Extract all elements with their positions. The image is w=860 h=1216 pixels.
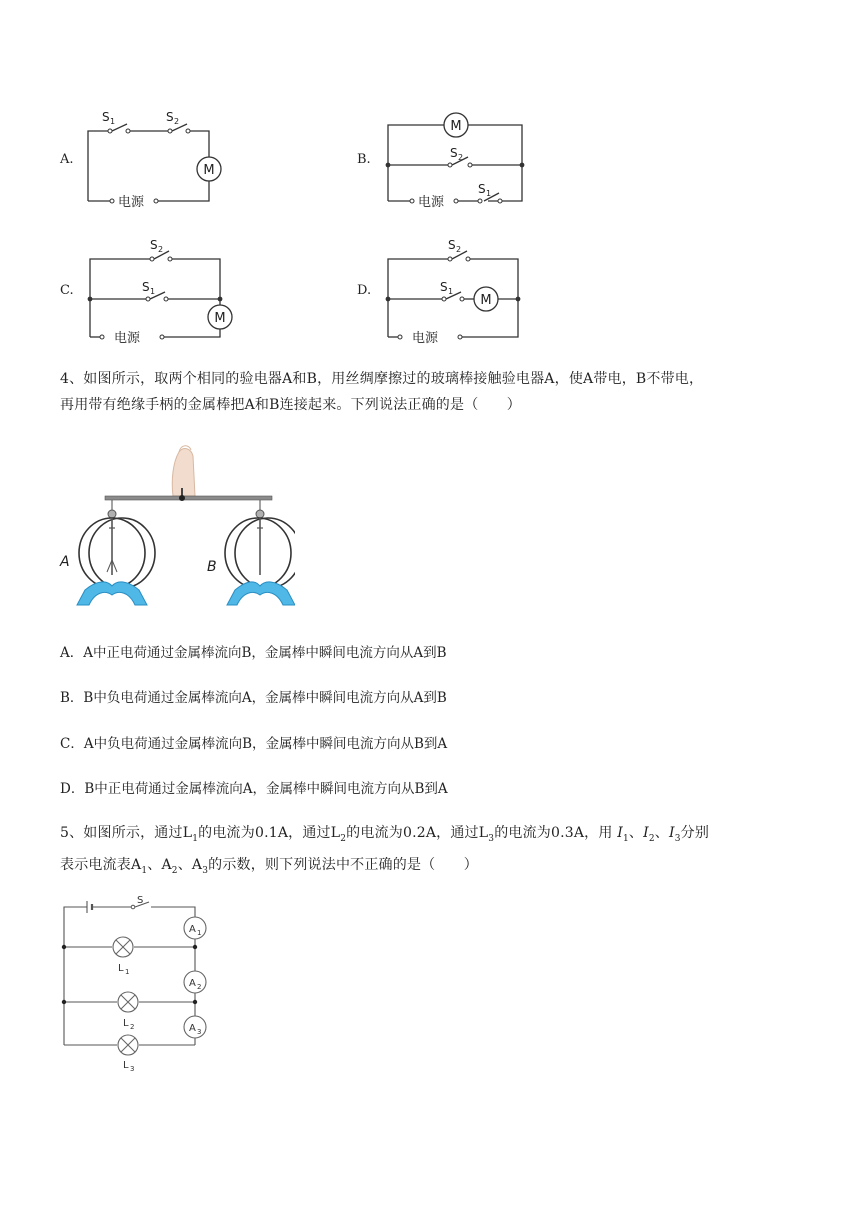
switch-s1-label: S <box>102 110 110 124</box>
circuit-diagram-c <box>80 235 260 350</box>
option-a-label: A. <box>60 152 74 167</box>
svg-text:1: 1 <box>110 117 116 126</box>
svg-text:1: 1 <box>197 929 202 937</box>
svg-text:1: 1 <box>448 287 454 296</box>
q4-choice-c[interactable]: C．A中负电荷通过金属棒流向B，金属棒中瞬间电流方向从B到A <box>60 736 448 752</box>
svg-text:A: A <box>189 1023 196 1034</box>
q4-choice-d[interactable]: D．B中正电荷通过金属棒流向A，金属棒中瞬间电流方向从B到A <box>60 781 448 797</box>
q4-choice-b[interactable]: B．B中负电荷通过金属棒流向A，金属棒中瞬间电流方向从A到B <box>60 690 447 706</box>
svg-text:S: S <box>450 146 458 160</box>
circuit-diagram-d <box>378 235 538 350</box>
svg-text:2: 2 <box>174 117 180 126</box>
svg-text:A: A <box>189 978 196 989</box>
svg-text:电源: 电源 <box>418 195 445 210</box>
electroscope-b-label: B <box>207 559 217 575</box>
svg-text:3: 3 <box>130 1065 135 1073</box>
svg-text:1: 1 <box>150 287 156 296</box>
electroscope-a-label: A <box>60 554 70 570</box>
svg-text:A: A <box>189 924 196 935</box>
svg-text:1: 1 <box>486 189 492 198</box>
svg-text:2: 2 <box>197 983 202 991</box>
question-4-text: 4、如图所示，取两个相同的验电器A和B，用丝绸摩擦过的玻璃棒接触验电器A，使A带电，B不带电， 再用带有绝缘手柄的金属棒把A和B连接起来。下列说法正确的是（ ） <box>60 371 704 413</box>
electroscope-b <box>225 500 295 605</box>
svg-text:3: 3 <box>197 1028 202 1036</box>
power-source-label: 电源 <box>118 195 145 210</box>
electroscope-figure <box>55 440 295 615</box>
option-d-label: D. <box>357 283 372 298</box>
electroscope-a <box>77 500 155 605</box>
svg-text:2: 2 <box>456 245 462 254</box>
svg-text:S: S <box>448 238 456 252</box>
svg-text:2: 2 <box>458 153 464 162</box>
svg-text:L: L <box>123 1060 129 1071</box>
svg-text:M: M <box>450 119 462 134</box>
option-b-label: B. <box>357 152 371 167</box>
svg-text:2: 2 <box>158 245 164 254</box>
switch-s-label: S <box>137 895 144 906</box>
svg-text:S: S <box>478 182 486 196</box>
svg-text:S: S <box>142 280 150 294</box>
svg-text:电源: 电源 <box>412 331 439 346</box>
svg-text:M: M <box>214 311 226 326</box>
q4-choice-a[interactable]: A．A中正电荷通过金属棒流向B，金属棒中瞬间电流方向从A到B <box>60 645 447 661</box>
ammeter-circuit-diagram <box>55 895 220 1075</box>
svg-text:2: 2 <box>130 1023 135 1031</box>
svg-text:1: 1 <box>125 968 130 976</box>
svg-text:S: S <box>150 238 158 252</box>
circuit-diagram-b <box>380 105 540 215</box>
switch-s2-label: S <box>166 110 174 124</box>
svg-text:L: L <box>118 963 124 974</box>
motor-label: M <box>203 163 215 178</box>
option-c-label: C. <box>60 283 74 298</box>
question-5-text: 5、如图所示，通过$L_1$的电流为0.1A，通过$L_2$的电流为0.2A，通过$L_3$的电流为0.3A，用 $I_1$、$I_2$、$I_3$分别 表示电流表$A_1$、$A_2$、$A_3$的示数，则下列说法中不正确的是（ ） <box>60 825 710 876</box>
svg-text:L: L <box>123 1018 129 1029</box>
svg-text:M: M <box>480 293 492 308</box>
circuit-diagram-a <box>80 105 240 215</box>
svg-text:S: S <box>440 280 448 294</box>
svg-text:电源: 电源 <box>114 331 141 346</box>
